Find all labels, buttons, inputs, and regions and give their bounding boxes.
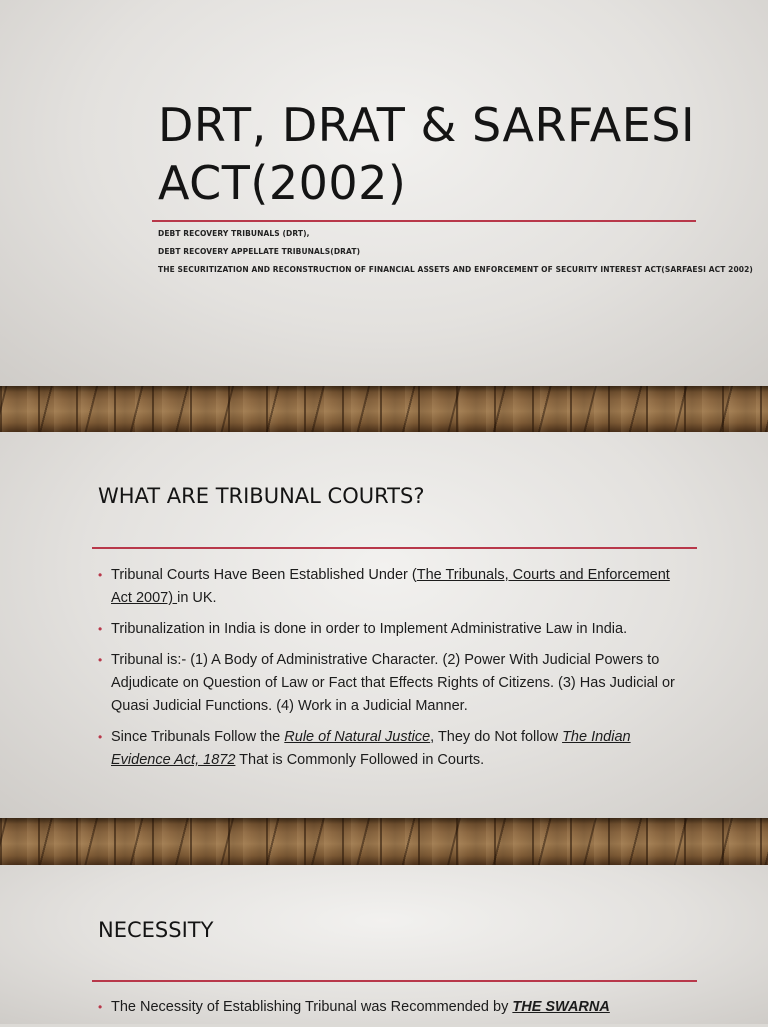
title-slide — [0, 0, 768, 386]
bullet-dot-icon: • — [98, 1000, 103, 1014]
main-title: DRT, DRAT & SARFAESI ACT(2002) — [158, 98, 696, 210]
bullet-dot-icon: • — [98, 653, 103, 667]
section-divider — [92, 980, 697, 982]
subtitle-line-drat: DEBT RECOVERY APPELLATE TRIBUNALS(DRAT) — [158, 247, 361, 256]
list-item: • Tribunal Courts Have Been Established Under (The Tribunals, Courts and Enforcement Act 2007) in UK. — [98, 564, 690, 610]
bullet-list — [98, 564, 690, 780]
subtitle-line-drt: DEBT RECOVERY TRIBUNALS (DRT), — [158, 229, 310, 238]
wood-floor-band — [0, 818, 768, 865]
bullet-dot-icon: • — [98, 622, 103, 636]
section-divider — [92, 547, 697, 549]
swarna-link[interactable]: THE SWARNA — [512, 999, 610, 1015]
tribunals-act-link[interactable]: The Tribunals, Courts and Enforcement Act 2007) — [111, 567, 670, 606]
list-item: • Tribunalization in India is done in order to Implement Administrative Law in India. — [98, 618, 690, 641]
section-title-necessity: NECESSITY — [98, 918, 214, 942]
bullet-dot-icon: • — [98, 568, 103, 582]
wood-floor-band — [0, 386, 768, 432]
section-title-tribunal-courts: WHAT ARE TRIBUNAL COURTS? — [98, 484, 425, 508]
title-divider — [152, 220, 696, 222]
evidence-act-link[interactable]: The Indian Evidence Act, 1872 — [111, 729, 631, 768]
natural-justice-link[interactable]: Rule of Natural Justice — [284, 729, 431, 745]
subtitle-line-sarfaesi: THE SECURITIZATION AND RECONSTRUCTION OF FINANCIAL ASSETS AND ENFORCEMENT OF SECURITY INTEREST ACT(SARFAESI ACT 2002) — [158, 265, 753, 274]
subtitle-block — [158, 225, 753, 279]
bullet-dot-icon: • — [98, 730, 103, 744]
list-item: • The Necessity of Establishing Tribunal was Recommended by THE SWARNA — [98, 996, 690, 1019]
list-item: • Tribunal is:- (1) A Body of Administrative Character. (2) Power With Judicial Powers to Adjudicate on Question of Law or Fact that Effects Rights of Citizens. (3) Has Judicial or Quasi Judicial Functions. (4) Work in a Judicial Manner. — [98, 649, 690, 718]
list-item: • Since Tribunals Follow the Rule of Natural Justice, They do Not follow The Indian Evidence Act, 1872 That is Commonly Followed in Courts. — [98, 726, 690, 772]
bullet-list — [98, 996, 690, 1027]
